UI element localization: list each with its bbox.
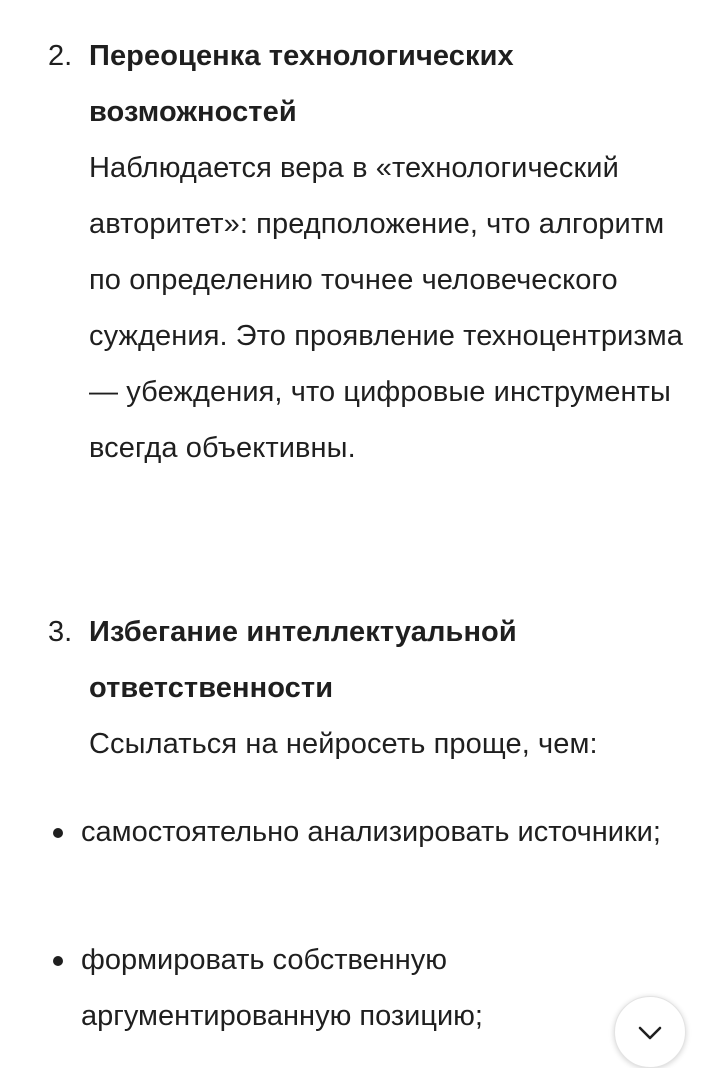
item-title: Переоценка технологических возможностей	[89, 40, 514, 128]
item-body	[89, 28, 689, 476]
scroll-down-button[interactable]	[614, 996, 686, 1068]
chevron-down-icon	[636, 1019, 664, 1047]
item-title: Избегание интеллектуальной ответственности	[89, 616, 517, 704]
bullet-icon	[53, 956, 63, 966]
bullet-text: самостоятельно анализировать источники;	[81, 816, 661, 848]
item-number: 3.	[48, 616, 73, 648]
item-body	[89, 604, 689, 772]
item-description: Ссылаться на нейросеть проще, чем:	[89, 728, 598, 760]
bullet-icon	[53, 828, 63, 838]
item-description: Наблюдается вера в «технологический авторитет»: предположение, что алгоритм по определению точнее человеческого суждения. Это проявление техноцентризма — убеждения, что цифровые инструменты всегда объективны.	[89, 152, 684, 464]
item-number: 2.	[48, 40, 73, 72]
bullet-text: формировать собственную аргументированную позицию;	[81, 944, 483, 1032]
